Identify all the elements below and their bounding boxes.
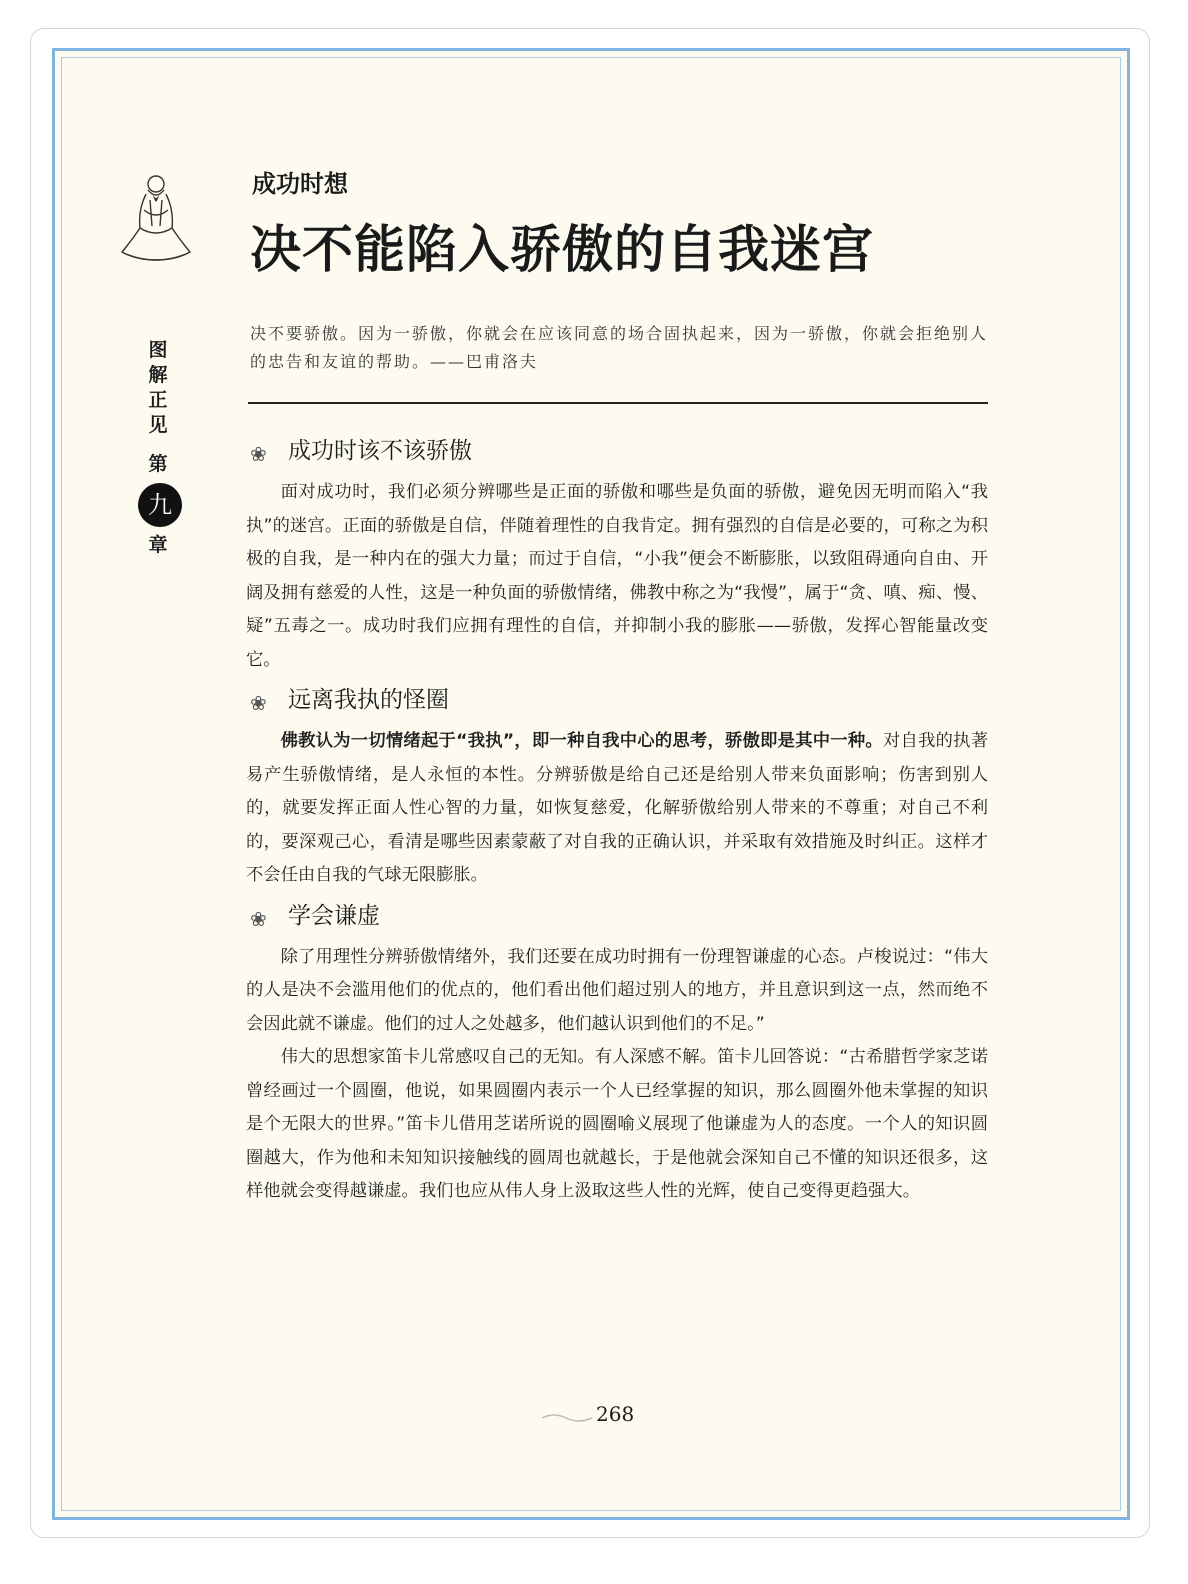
paragraph-lead-bold: 佛教认为一切情绪起于“我执”，即一种自我中心的思考，骄傲即是其中一种。 xyxy=(280,731,883,751)
divider-rule xyxy=(248,402,988,404)
section-heading xyxy=(246,681,988,719)
section-heading xyxy=(246,897,988,935)
chapter-vertical-label xyxy=(138,338,178,558)
epigraph-quote: 决不要骄傲。因为一骄傲，你就会在应该同意的场合固执起来，因为一骄傲，你就会拒绝别人的忠告和友谊的帮助。——巴甫洛夫 xyxy=(250,324,989,371)
page-number: 268 xyxy=(596,1402,635,1426)
vertical-char: 第 xyxy=(148,453,168,475)
chapter-number-badge: 九 xyxy=(138,483,182,527)
section-heading-text: 学会谦虚 xyxy=(288,902,380,929)
vertical-char: 章 xyxy=(148,534,168,556)
vertical-char: 正 xyxy=(148,389,168,411)
paragraph: 面对成功时，我们必须分辨哪些是正面的骄傲和哪些是负面的骄傲，避免因无明而陷入“我执”的迷宫。正面的骄傲是自信，伴随着理性的自我肯定。拥有强烈的自信是必要的，可称之为积极的自我，是一种内在的强大力量；而过于自信，“小我”便会不断膨胀，以致阻碍通向自由、开阔及拥有慈爱的人性，这是一种负面的骄傲情绪，佛教中称之为“我慢”，属于“贪、嗔、痴、慢、疑”五毒之一。成功时我们应拥有理性的自信，并抑制小我的膨胀——骄傲，发挥心智能量改变它。 xyxy=(246,482,988,670)
main-content xyxy=(246,432,988,1209)
vertical-char: 解 xyxy=(148,364,168,386)
monk-illustration-icon xyxy=(116,170,196,270)
lotus-icon xyxy=(246,906,276,926)
paragraph-rest: 对自我的执著易产生骄傲情绪，是人永恒的本性。分辨骄傲是给自己还是给别人带来负面影响；伤害到别人的，就要发挥正面人性心智的力量，如恢复慈爱，化解骄傲给别人带来的不尊重；对自己不利的，要深观己心，看清是哪些因素蒙蔽了对自我的正确认识，并采取有效措施及时纠正。这样才不会任由自我的气球无限膨胀。 xyxy=(246,731,988,885)
paragraph: 伟大的思想家笛卡儿常感叹自己的无知。有人深感不解。笛卡儿回答说：“古希腊哲学家芝诺曾经画过一个圆圈，他说，如果圆圈内表示一个人已经掌握的知识，那么圆圈外他未掌握的知识是个无限大的世界。”笛卡儿借用芝诺所说的圆圈喻义展现了他谦虚为人的态度。一个人的知识圆圈越大，作为他和未知知识接触线的圆周也就越长，于是他就会深知自己不懂的知识还很多，这样他就会变得越谦虚。我们也应从伟人身上汲取这些人性的光辉，使自己变得更趋强大。 xyxy=(246,1047,988,1201)
lotus-icon xyxy=(246,690,276,710)
vertical-char: 图 xyxy=(148,339,168,361)
page-ornament-icon xyxy=(540,1410,594,1424)
section-heading-text: 成功时该不该骄傲 xyxy=(288,438,472,464)
lotus-icon xyxy=(246,441,276,461)
section-heading xyxy=(246,432,988,470)
page-title: 决不能陷入骄傲的自我迷宫 xyxy=(250,220,875,280)
paragraph: 除了用理性分辨骄傲情绪外，我们还要在成功时拥有一份理智谦虚的心态。卢梭说过：“伟大的人是决不会滥用他们的优点的，他们看出他们超过别人的地方，并且意识到这一点，然而绝不会因此就不谦虚。他们的过人之处越多，他们越认识到他们的不足。” xyxy=(246,946,988,1034)
paragraph xyxy=(246,725,988,893)
page-subtitle: 成功时想 xyxy=(252,170,348,198)
vertical-char: 见 xyxy=(148,414,168,436)
section-heading-text: 远离我执的怪圈 xyxy=(288,687,449,713)
